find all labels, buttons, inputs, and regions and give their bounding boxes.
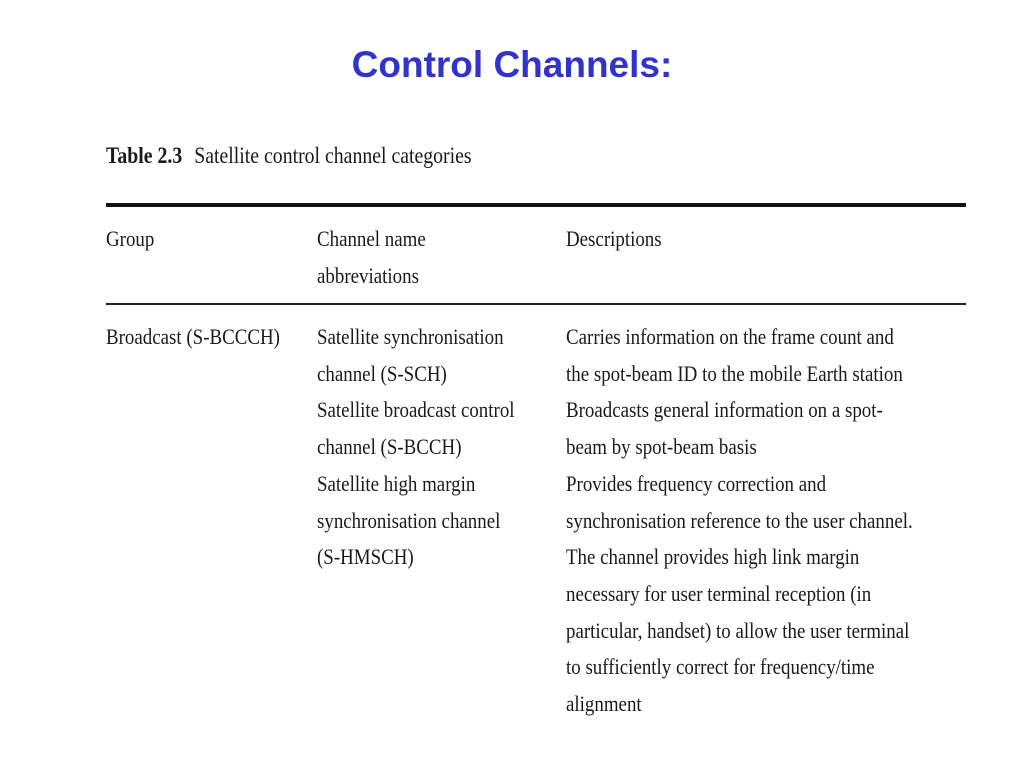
header-descriptions-label: Descriptions	[566, 226, 662, 251]
group-value: Broadcast (S-BCCCH)	[106, 324, 280, 349]
channel-line: (S-HMSCH)	[317, 544, 414, 570]
description-line: the spot-beam ID to the mobile Earth station	[566, 360, 903, 386]
description-line: beam by spot-beam basis	[566, 434, 757, 460]
table-caption	[106, 140, 472, 172]
header-channel-name	[317, 221, 426, 294]
description-line: particular, handset) to allow the user terminal	[566, 617, 910, 643]
description-line: to sufficiently correct for frequency/time	[566, 654, 875, 680]
header-group	[106, 221, 154, 258]
description-line: alignment	[566, 691, 642, 717]
channel-line: Satellite synchronisation	[317, 324, 504, 349]
description-line: synchronisation reference to the user channel.	[566, 507, 913, 533]
table-top-rule	[106, 203, 966, 207]
channel-line: Satellite broadcast control	[317, 397, 515, 423]
cell-group	[106, 319, 280, 356]
description-line: The channel provides high link margin	[566, 544, 860, 570]
description-line: Broadcasts general information on a spot-	[566, 397, 883, 423]
description-line: Provides frequency correction and	[566, 470, 827, 496]
cell-channel-names	[317, 319, 515, 576]
table-caption-number: Table 2.3	[106, 143, 183, 168]
slide-title: Control Channels:	[351, 44, 673, 85]
header-group-label: Group	[106, 226, 155, 251]
header-channel-line: abbreviations	[317, 262, 419, 288]
table-header-rule	[106, 303, 966, 305]
channel-line: channel (S-SCH)	[317, 360, 447, 386]
cell-descriptions	[566, 319, 913, 723]
channel-line: Satellite high margin	[317, 470, 476, 496]
description-line: necessary for user terminal reception (in	[566, 580, 872, 606]
header-channel-line: Channel name	[317, 226, 426, 251]
description-line: Carries information on the frame count and	[566, 324, 894, 349]
header-descriptions	[566, 221, 662, 258]
channel-line: synchronisation channel	[317, 507, 501, 533]
table-caption-text: Satellite control channel categories	[194, 143, 472, 168]
channel-line: channel (S-BCCH)	[317, 434, 462, 460]
